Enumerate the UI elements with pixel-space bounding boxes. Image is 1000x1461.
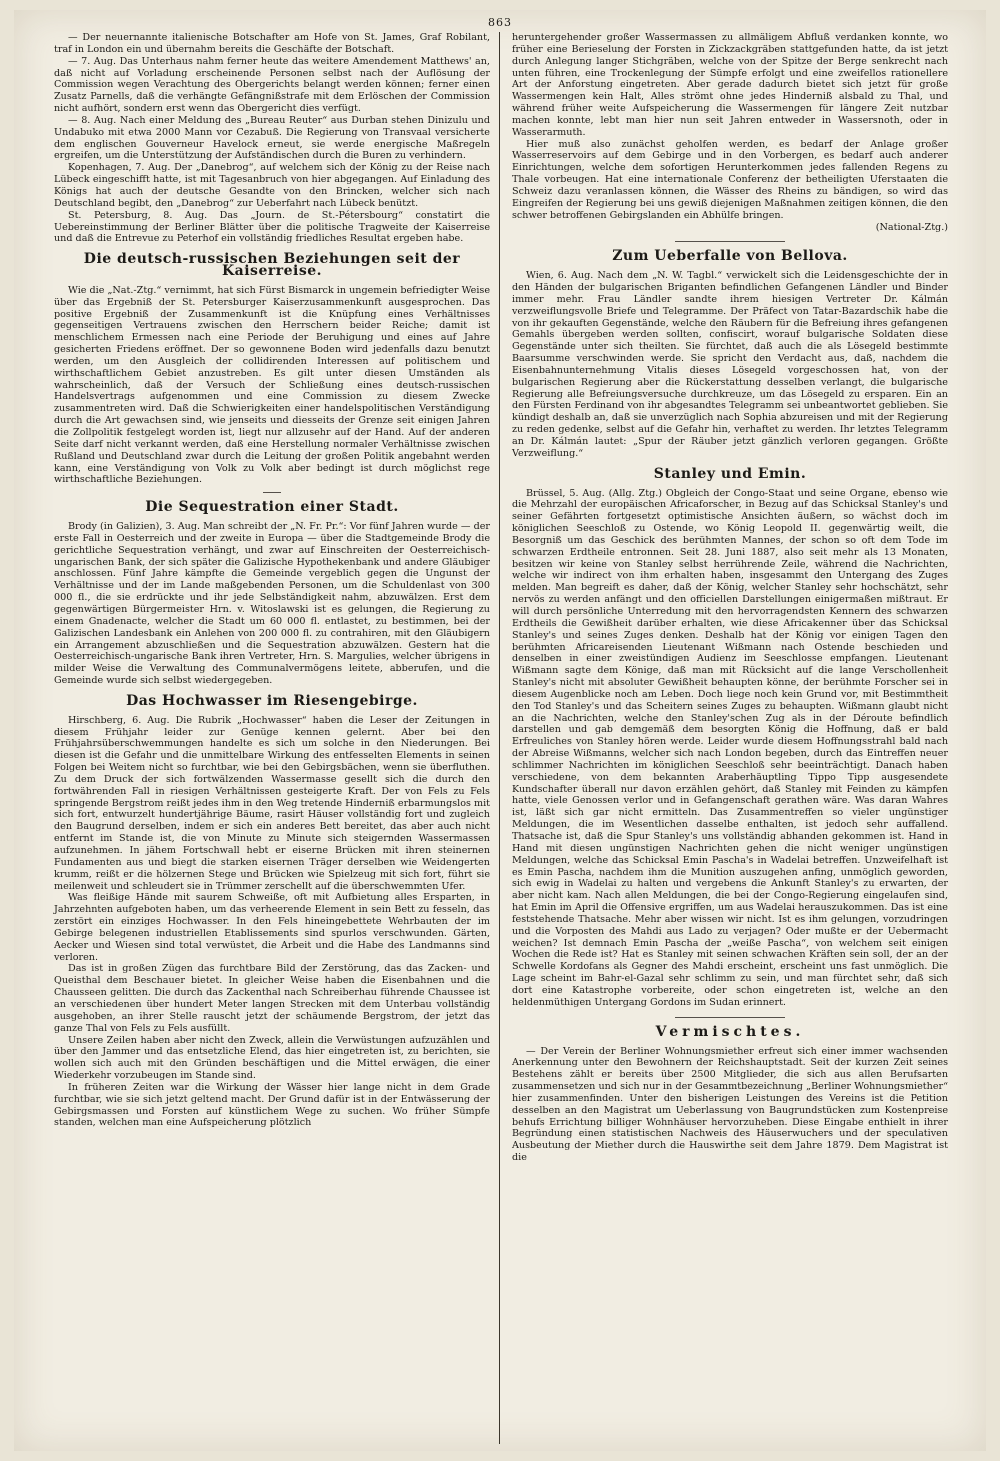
section-divider [675,241,785,242]
page-number: 863 [488,16,512,29]
right-column [512,32,948,1164]
heading-vermischtes: Vermischtes. [655,1023,805,1040]
article-unterhaus: — 7. Aug. Das Unterhaus nahm ferner heute das weitere Amendement Matthews' an, daß nicht auf Vorladung erscheinende Personen selbst nach der Auflösung der Commission wegen Verachtung des Obergerichts belangt werden können; ferner einen Zusatz Parnells, daß die verhängte Gefängnißstrafe mit dem Erlöschen der Commission nicht aufhört, sondern erst wenn das Obergericht dies verfügt. [54,55,490,115]
section-divider [675,1017,785,1018]
article-hochwasser-2: Was fleißige Hände mit saurem Schweiße, oft mit Aufbietung alles Ersparten, in Jahrzehnten aufgeboten haben, um das verheerende Element in sein Bett zu fesseln, das zerstört ein einziges Hochwasser. In den Fels hineingebettete Wehrbauten der im Gebirge belegenen industriellen Etablissements sind spurlos verschwunden. Gärten, Aecker und Wiesen sind total verwüstet, die Arbeit und die Habe des Landmanns sind verloren. [54,892,490,963]
article-hochwasser-4: Unsere Zeilen haben aber nicht den Zweck, allein die Verwüstungen aufzuzählen und über den Jammer und das entsetzliche Elend, das hier eingetreten ist, zu berichten, sie wollen sich auch mit den Gründen beschäftigen und die Mittel erwägen, die einer Wiederkehr vorzubeugen im Stande sind. [54,1034,490,1082]
article-deutsch-russisch: Wie die „Nat.-Ztg.“ vernimmt, hat sich Fürst Bismarck in ungemein befriedigter Weise über das Ergebniß der St. Petersburger Kaiserzusammenkunft ausgesprochen. Das positive Ergebniß der Zusammenkunft ist die Knüpfung eines Verhältnisses gegenseitigen Vertrauens zwischen den Herrschern beider Reiche; damit ist menschlichem Ermessen nach eine Periode der Beruhigung und eines auf Jahre gesicherten Friedens eröffnet. Der so gewonnene Boden wird jedenfalls dazu benutzt werden, um den Ausgleich der collidirenden Interessen auf politischem und wirthschaftlichem Gebiet anzustreben. Es gilt unter diesen Umständen als wahrscheinlich, daß der Versuch der Schließung eines deutsch-russischen Handelsvertrags aufgenommen und eine Commission zu diesem Zwecke zusammentreten wird. Daß die Schwierigkeiten einer handelspolitischen Verständigung durch die Art gewachsen sind, wie jenseits und diesseits der Grenze seit einigen Jahren die Zollpolitik festgelegt worden ist, liegt nur allzusehr auf der Hand. Auf der anderen Seite darf nicht verkannt werden, daß eine Herstellung normaler Verhältnisse zwischen Rußland und Deutschland zwar durch die Leitung der großen Politik angebahnt werden kann, eine Verständigung von Volk zu Volk aber bedingt ist durch möglichst rege wirthschaftliche Beziehungen. [54,284,490,486]
article-sequestration: Brody (in Galizien), 3. Aug. Man schreibt der „N. Fr. Pr.“: Vor fünf Jahren wurde — der erste Fall in Oesterreich und der zweite in Europa — über die Stadtgemeinde Brody die gerichtliche Sequestration verhängt, und zwar auf Einschreiten der Oesterreichisch-ungarischen Bank, der sich später die Galizische Hypothekenbank und andere Gläubiger anschlossen. Fünf Jahre kämpfte die Gemeinde vergeblich gegen die Ungunst der Verhältnisse und der im Lande maßgebenden Personen, um die Schuldenlast von 300 000 fl., die sie erdrückte und ihr jede Selbständigkeit nahm, abzuwälzen. Erst dem gegenwärtigen Bürgermeister Hrn. v. Witoslawski ist es gelungen, die Regierung zu einem Gnadenacte, welcher die Stadt um 60 000 fl. entlastet, zu bestimmen, bei der Galizischen Landesbank ein Anlehen von 200 000 fl. zu contrahiren, mit den Gläubigern ein Arrangement abzuschließen und die Sequestration abzuwälzen. Gestern hat die Oesterreichisch-ungarische Bank ihren Vertreter, Hrn. S. Margulies, welcher übrigens in milder Weise die Verwaltung des Communalvermögens leitete, abberufen, und die Gemeinde wurde sich selbst wiedergegeben. [54,521,490,687]
newspaper-page [14,10,986,1451]
article-kopenhagen: Kopenhagen, 7. Aug. Der „Danebrog“, auf welchem sich der König zu der Reise nach Lübeck eingeschifft hatte, ist mit Tagesanbruch von hier abgegangen. Auf Einladung des Königs hat auch der deutsche Gesandte von den Brincken, welcher sich nach Deutschland begibt, den „Danebrog“ zur Ueberfahrt nach Lübeck benützt. [54,162,490,209]
section-divider [263,492,281,493]
attribution-national-ztg: (National-Ztg.) [875,221,948,233]
column-divider [499,32,500,1444]
article-hochwasser-cont: heruntergehender großer Wassermassen zu allmäligem Abfluß verdanken konnte, wo früher eine Berieselung der Forsten in Zickzackgräben stattgefunden hatte, da ist jetzt durch Anlegung langer Stichgräben, welche von der Spitze der Berge senkrecht nach unten führen, eine Trockenlegung der Sümpfe erfolgt und eine zweifellos rationellere Art der Anforstung eingetreten. Aber gerade dadurch bietet sich jetzt für große Wassermengen kein Halt, Alles strömt ohne jedes Hinderniß alsbald zu Thal, und während früher weite Aufspeicherung die Wassermengen für längere Zeit nutzbar machen konnte, lebt man hier nun seit Jahren entweder in Wassersnoth, oder in Wasserarmuth. [512,32,948,138]
article-stanley: Brüssel, 5. Aug. (Allg. Ztg.) Obgleich der Congo-Staat und seine Organe, ebenso wie die Mehrzahl der europäischen Africaforscher, in Bezug auf das Schicksal Stanley's und seiner Gefährten fortgesetzt optimistische Ansichten äußern, so wächst doch im königlichen Seeschloß zu Ostende, wo König Leopold II. gegenwärtig weilt, die Besorgniß um das Geschick des berühmten Mannes, der schon so oft dem Tode im schwarzen Erdtheile entronnen. Seit 28. Juni 1887, also seit mehr als 13 Monaten, besitzen wir keine von Stanley selbst herrührende Zeile, während die Nachrichten, welche wir indirect von ihm erhalten haben, insgesammt den Untergang des Zuges melden. Man begreift es daher, daß der König, welcher Stanley sehr hochschätzt, sehr nervös zu werden anfängt und den officiellen Darstellungen einigermaßen mißtraut. Er will durch persönliche Unterredung mit den hervorragendsten Kennern des schwarzen Erdtheils die Gewißheit darüber erhalten, wie diese Africakenner über das Schicksal Stanley's und seines Zuges denken. Deshalb hat der König vor einigen Tagen den berühmten Africareisenden Lieutenant Wißmann nach Ostende beschieden und denselben in einer zweistündigen Audienz im Seeschlosse empfangen. Lieutenant Wißmann sagte dem Könige, daß man mit Rücksicht auf die lange Verschollenheit Stanley's nicht mit absoluter Gewißheit behaupten könne, der berühmte Forscher sei in diesem Augenblicke noch am Leben. Doch liege noch kein Grund vor, mit Bestimmtheit den Tod Stanley's und das Scheitern seines Zuges zu behaupten. Wißmann glaubt nicht an die Nachrichten, welche den Stanley'schen Zug als in der Déroute befindlich darstellen und gab demgemäß dem besorgten König die Hoffnung, daß er bald Erfreuliches von Stanley hören werde. Leider wurde diesem Hoffnungsstrahl bald nach der Abreise Wißmanns, welcher sich nach London begeben, durch das Eintreffen neuer schlimmer Nachrichten im königlichen Seeschloß sehr beeinträchtigt. Danach haben verschiedene, von dem bekannten Araberhäuptling Tippo Tipp ausgesendete Kundschafter überall nur davon erzählen gehört, daß Stanley mit Feinden zu kämpfen hatte, viele Genossen verlor und in Gefangenschaft gerathen wäre. Was daran Wahres ist, läßt sich gar nicht ermitteln. Das Zusammentreffen so vieler ungünstiger Meldungen, die im Wesentlichen dasselbe enthalten, ist jedoch sehr auffallend. Thatsache ist, daß die Spur Stanley's uns vollständig abhanden gekommen ist. Hand in Hand mit diesen ungünstigen Nachrichten gehen die nicht weniger ungünstigen Meldungen, welche das Schicksal Emin Pascha's in Wadelai betreffen. Unzweifelhaft ist es Emin Pascha, nachdem ihm die Munition auszugehen anfing, unmöglich geworden, sich ewig in Wadelai zu halten und vergebens die Ankunft Stanley's zu erwarten, der aber nicht kam. Nach allen Meldungen, die bei der Congo-Regierung eingelaufen sind, hat Emin im April die Offensive ergriffen, um aus Wadelai herauszukommen. Das ist eine feststehende Thatsache. Mehr aber wissen wir nicht. Ist es ihm gelungen, vorzudringen und die Vorposten des Mahdi aus Lado zu verjagen? Oder mußte er der Uebermacht weichen? Ist demnach Emin Pascha der „weiße Pascha“, von welchem seit einigen Wochen die Rede ist? Hat es Stanley mit seinen schwachen Kräften sein soll, der an der Schwelle Kordofans als Gegner des Mahdi erscheint, erscheint uns fast unmöglich. Die Lage scheint im Bahr-el-Gazal sehr schlimm zu sein, und man fürchtet sehr, daß sich dort eine Katastrophe vorbereite, oder schon eingetreten ist, welche an den heldenmüthigen Untergang Gordons im Sudan erinnert. [512,487,948,1008]
heading-stanley: Stanley und Emin. [653,465,807,482]
article-bellova: Wien, 6. Aug. Nach dem „N. W. Tagbl.“ verwickelt sich die Leidensgeschichte der in den Händen der bulgarischen Briganten befindlichen Gefangenen Ländler und Binder immer mehr. Frau Ländler sandte ihrem hiesigen Vertreter Dr. Kálmán verzweiflungsvolle Briefe und Telegramme. Der Präfect von Tatar-Bazardschik habe die von ihr gekauften Gegenstände, welche den Räubern für die Befreiung ihres gefangenen Gemahls übergeben werden sollten, confiscirt, worauf bulgarische Soldaten diese Gegenstände unter sich theilten. Sie fürchtet, daß auch die als Lösegeld bestimmte Baarsumme verschwinden werde. Sie spricht den Verdacht aus, daß, nachdem die Eisenbahnunternehmung Vitalis dieses Lösegeld vorgeschossen hat, von der bulgarischen Regierung aber die Rückerstattung desselben verlangt, die bulgarische Regierung alle Befreiungsversuche durchkreuze, um das Lösegeld zu ersparen. Ein an den Fürsten Ferdinand von ihr abgesandtes Telegramm sei unbeantwortet geblieben. Sie kündigt deshalb an, daß sie unverzüglich nach Sophia abzureisen und mit der Regierung zu reden gedenke, selbst auf die Gefahr hin, verhaftet zu werden. Ihr letztes Telegramm an Dr. Kálmán lautet: „Spur der Räuber jetzt gänzlich verloren gegangen. Größte Verzweiflung.“ [512,270,948,459]
heading-sequestration: Die Sequestration einer Stadt. [145,499,399,516]
article-hochwasser-3: Das ist in großen Zügen das furchtbare Bild der Zerstörung, das das Zacken- und Queisthal dem Beschauer bietet. In gleicher Weise haben die Eisenbahnen und die Chausseen gelitten. Die durch das Zackenthal nach Schreiberhau führende Chaussee ist an verschiedenen über hundert Meter langen Strecken mit dem Unterbau vollständig ausgehoben, an ihrer Stelle rauscht jetzt der schäumende Bergstrom, der jetzt das ganze Thal von Fels zu Fels ausfüllt. [54,963,490,1034]
article-hochwasser-5: In früheren Zeiten war die Wirkung der Wässer hier lange nicht in dem Grade furchtbar, wie sie sich jetzt geltend macht. Der Grund dafür ist in der Entwässerung der Gebirgsmassen und Forsten auf künstlichem Wege zu suchen. Wo früher Sümpfe standen, welchen man eine Aufspeicherung plötzlich [54,1081,490,1129]
left-column [54,32,490,1129]
article-hochwasser-cont-2: Hier muß also zunächst geholfen werden, es bedarf der Anlage großer Wasserreservoirs auf dem Gebirge und in den Vorbergen, es bedarf auch anderer Einrichtungen, welche dem sofortigen Herunterkommen jedes fallenden Regens zu Thale vorbeugen. Hat eine internationale Conferenz der betheiligten Uferstaaten die Schweiz dazu veranlassen können, die Wässer des Rheins zu bändigen, so wird das Eingreifen der Regierung bei uns gewiß diejenigen Maßnahmen zeitigen können, die den schwer betroffenen Gebirgslanden ein Abhülfe bringen. [512,138,948,221]
heading-hochwasser: Das Hochwasser im Riesengebirge. [126,692,418,709]
article-durban: — 8. Aug. Nach einer Meldung des „Bureau Reuter“ aus Durban stehen Dinizulu und Undabuko mit etwa 2000 Mann vor Cezabuß. Die Regierung von Transvaal versicherte dem englischen Gouverneur Havelock erneut, sie werde energische Maßregeln ergreifen, um die Unterstützung der Aufständischen durch die Buren zu verhindern. [54,114,490,162]
article-petersburg: St. Petersburg, 8. Aug. Das „Journ. de St.-Pétersbourg“ constatirt die Uebereinstimmung der Berliner Blätter über die politische Tragweite der Kaiserreise und daß die Entrevue zu Peterhof ein vollständig friedliches Resultat ergeben habe. [54,209,490,245]
article-hochwasser: Hirschberg, 6. Aug. Die Rubrik „Hochwasser“ haben die Leser der Zeitungen in diesem Frühjahr leider zur Genüge kennen gelernt. Aber bei den Frühjahrsüberschwemmungen handelte es sich um solche in den Niederungen. Bei diesen ist die Gefahr und die unmittelbare Wirkung des entfesselten Elements in seinen Folgen bei Weitem nicht so furchtbar, wie bei den Gebirgsbächen, wenn sie überfluthen. Zu dem Druck der sich fortwälzenden Wassermasse gesellt sich die durch den fortwährenden Fall in riesigen Verhältnissen gesteigerte Kraft. Der von Fels zu Fels springende Bergstrom reißt jedes ihm in den Weg tretende Hinderniß erbarmungslos mit sich fort, entwurzelt hundertjährige Bäume, rasirt Häuser vollständig fort und zugleich den Baugrund derselben, indem er sich ein anderes Bett bereitet, das aber auch nicht entfernt im Stande ist, die von Minute zu Minute sich steigernden Wassermassen aufzunehmen. In jähem Fortschwall hebt er eiserne Brücken mit ihren steinernen Fundamenten aus und biegt die starken eisernen Träger derselben wie Weidengerten krumm, reißt er die hölzernen Stege und Brücken wie Spielzeug mit sich fort, führt sie meilenweit und schleudert sie in Trümmer zerschellt auf die überschwemmten Ufer. [54,714,490,892]
heading-bellova: Zum Ueberfalle von Bellova. [612,248,848,265]
article-wohnungsmiether: — Der Verein der Berliner Wohnungsmiether erfreut sich einer immer wachsenden Anerkennung unter den Bewohnern der Reichshauptstadt. Seit der kurzen Zeit seines Bestehens zählt er bereits über 2500 Mitglieder, die sich aus allen Berufsarten zusammensetzen und sich nur in der Gesammtbezeichnung „Berliner Wohnungsmiether“ hier zusammenfinden. Unter den bisherigen Leistungen des Vereins ist die Petition desselben an den Magistrat um Ueberlassung von Baugrundstücken zum Kostenpreise behufs Errichtung billiger Wohnhäuser hervorzuheben. Diese Eingabe enthielt in ihrer Begründung einen statistischen Nachweis des Häuserwuchers und der speculativen Ausbeutung der Miether durch die Hauswirthe seit dem Jahre 1879. Dem Magistrat ist die [512,1045,948,1164]
heading-deutsch-russisch: Die deutsch-russischen Beziehungen seit der Kaiserreise. [83,251,461,280]
article-botschafter: — Der neuernannte italienische Botschafter am Hofe von St. James, Graf Robilant, traf in London ein und übernahm bereits die Geschäfte der Botschaft. [54,32,490,55]
